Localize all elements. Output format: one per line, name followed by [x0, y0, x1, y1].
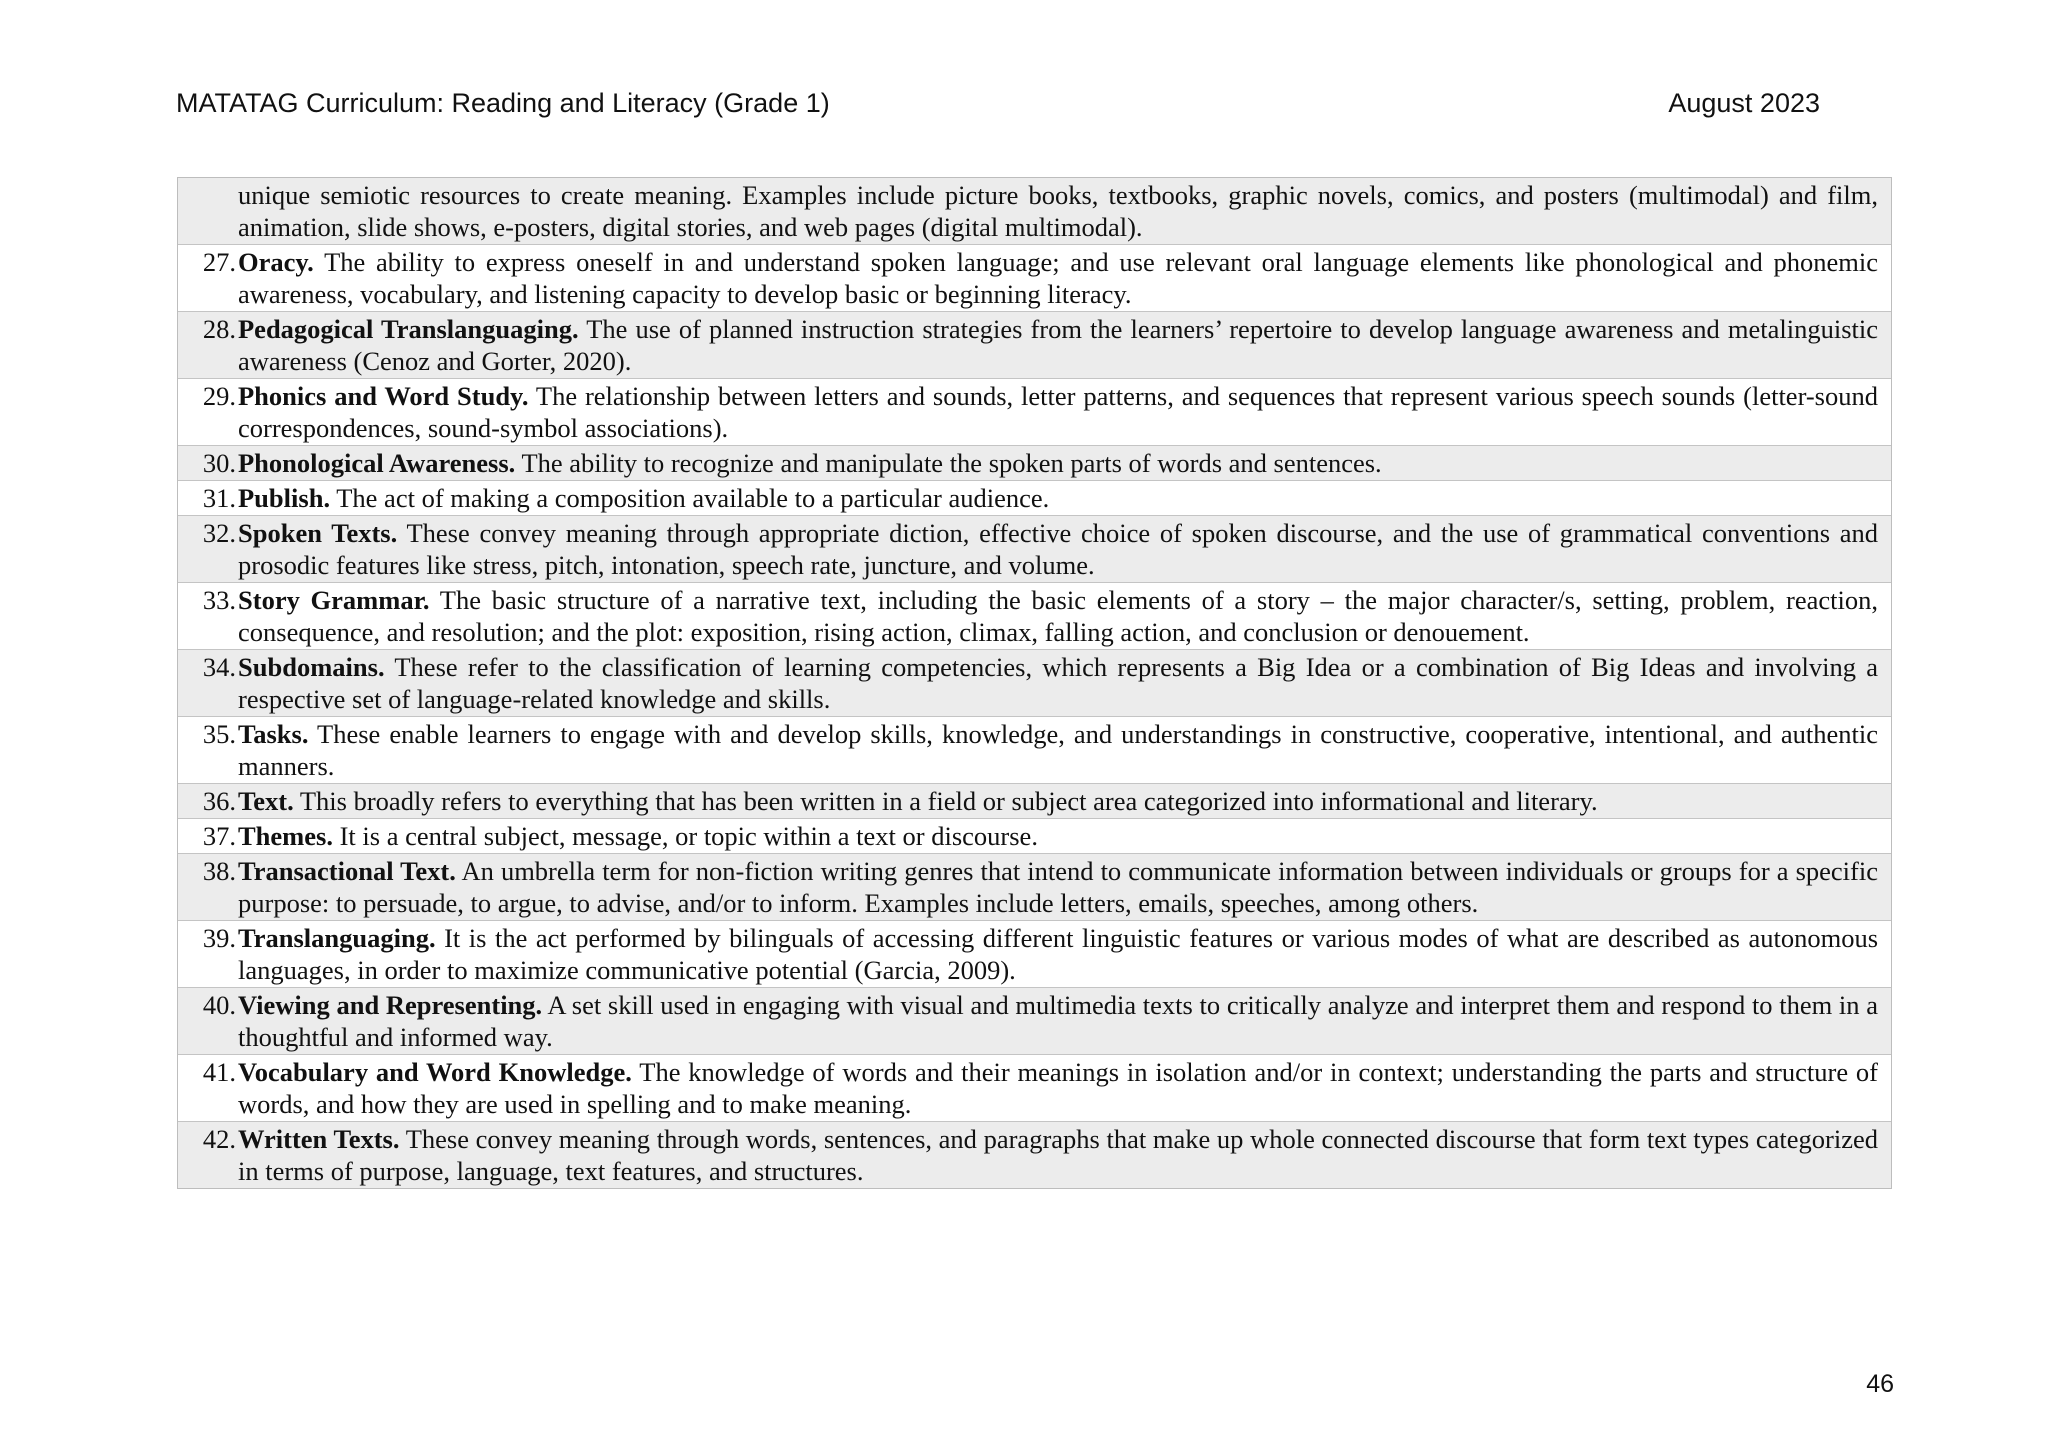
- glossary-row: [178, 921, 1891, 988]
- entry-definition: The act of making a composition available to a particular audience.: [336, 483, 1050, 513]
- entry-number: 30.: [202, 448, 236, 478]
- glossary-row: [178, 650, 1891, 717]
- entry-number: 37.: [202, 821, 236, 851]
- entry-definition: It is a central subject, message, or topic within a text or discourse.: [339, 821, 1038, 851]
- entry-number: [178, 179, 236, 243]
- glossary-row: [178, 819, 1891, 854]
- entry-definition: The ability to recognize and manipulate the spoken parts of words and sentences.: [521, 448, 1382, 478]
- entry-number: 31.: [202, 483, 236, 513]
- entry-definition: The use of planned instruction strategies from the learners’ repertoire to develop language awareness and metalinguistic awareness (Cenoz and Gorter, 2020).: [238, 314, 1878, 376]
- entry-number: 27.: [202, 247, 236, 277]
- entry-definition: These convey meaning through appropriate diction, effective choice of spoken discourse, and the use of grammatical conventions and prosodic features like stress, pitch, intonation, speech rate, juncture, and volume.: [238, 518, 1878, 580]
- glossary-row: [178, 379, 1891, 446]
- entry-term: Story Grammar.: [238, 585, 430, 615]
- entry-definition: The relationship between letters and sounds, letter patterns, and sequences that represent various speech sounds (letter-sound correspondences, sound-symbol associations).: [238, 381, 1878, 443]
- entry-number: 41.: [202, 1057, 236, 1087]
- entry-definition: It is the act performed by bilinguals of accessing different linguistic features or various modes of what are described as autonomous languages, in order to maximize communicative potential (Garcia, 2009).: [238, 923, 1879, 985]
- entry-term: Subdomains.: [238, 652, 385, 682]
- entry-definition: A set skill used in engaging with visual and multimedia texts to critically analyze and interpret them and respond to them in a thoughtful and informed way.: [238, 990, 1878, 1052]
- glossary-row: [178, 583, 1891, 650]
- entry-number: 29.: [202, 381, 236, 411]
- glossary-row: [178, 1055, 1891, 1122]
- glossary-row: [178, 1122, 1891, 1188]
- page-number: 46: [1866, 1370, 1894, 1398]
- glossary-table: [177, 177, 1892, 1189]
- entry-number: 33.: [202, 585, 236, 615]
- entry-number: 42.: [202, 1124, 236, 1154]
- glossary-row: [178, 854, 1891, 921]
- entry-definition: The basic structure of a narrative text, including the basic elements of a story – the major character/s, setting, problem, reaction, consequence, and resolution; and the plot: exposition, rising action, climax, falling action, and conclusion or denouement.: [238, 585, 1878, 647]
- entry-number: 40.: [202, 990, 236, 1020]
- glossary-row: [178, 245, 1891, 312]
- entry-number: 28.: [202, 314, 236, 344]
- entry-definition: The knowledge of words and their meanings in isolation and/or in context; understanding the parts and structure of words, and how they are used in spelling and to make meaning.: [238, 1057, 1878, 1119]
- entry-definition: unique semiotic resources to create meaning. Examples include picture books, textbooks, graphic novels, comics, and posters (multimodal) and film, animation, slide shows, e-posters, digital stories, and web pages (digital multimodal).: [238, 180, 1878, 242]
- entry-number: 36.: [202, 786, 236, 816]
- document-title: MATATAG Curriculum: Reading and Literacy (Grade 1): [176, 88, 830, 118]
- entry-definition: An umbrella term for non-fiction writing genres that intend to communicate information between individuals or groups for a specific purpose: to persuade, to argue, to advise, and/or to inform. Examples include letters, emails, speeches, among others.: [238, 856, 1878, 918]
- entry-term: Phonics and Word Study.: [238, 381, 529, 411]
- glossary-row: [178, 717, 1891, 784]
- entry-definition: This broadly refers to everything that has been written in a field or subject area categorized into informational and literary.: [299, 786, 1598, 816]
- entry-term: Spoken Texts.: [238, 518, 398, 548]
- glossary-row: [178, 312, 1891, 379]
- entry-definition: These enable learners to engage with and develop skills, knowledge, and understandings in constructive, cooperative, intentional, and authentic manners.: [238, 719, 1878, 781]
- entry-term: Oracy.: [238, 247, 314, 277]
- glossary-row: [178, 446, 1891, 481]
- entry-term: Publish.: [238, 483, 331, 513]
- entry-term: Vocabulary and Word Knowledge.: [238, 1057, 632, 1087]
- entry-term: Tasks.: [238, 719, 309, 749]
- glossary-row: [178, 988, 1891, 1055]
- entry-term: Pedagogical Translanguaging.: [238, 314, 579, 344]
- glossary-row: [178, 516, 1891, 583]
- glossary-continuation-row: [178, 178, 1891, 245]
- entry-term: Written Texts.: [238, 1124, 400, 1154]
- entry-term: Viewing and Representing.: [238, 990, 543, 1020]
- entry-term: Transactional Text.: [238, 856, 456, 886]
- entry-term: Translanguaging.: [238, 923, 436, 953]
- entry-term: Text.: [238, 786, 294, 816]
- entry-definition: These refer to the classification of learning competencies, which represents a Big Idea or a combination of Big Ideas and involving a respective set of language-related knowledge and skills.: [238, 652, 1878, 714]
- entry-number: 35.: [202, 719, 236, 749]
- entry-definition: The ability to express oneself in and understand spoken language; and use relevant oral language elements like phonological and phonemic awareness, vocabulary, and listening capacity to develop basic or beginning literacy.: [238, 247, 1878, 309]
- entry-term: Phonological Awareness.: [238, 448, 516, 478]
- glossary-row: [178, 481, 1891, 516]
- entry-definition: These convey meaning through words, sentences, and paragraphs that make up whole connected discourse that form text types categorized in terms of purpose, language, text features, and structures.: [238, 1124, 1878, 1186]
- entry-number: 38.: [202, 856, 236, 886]
- document-date: August 2023: [1668, 88, 1820, 118]
- entry-number: 34.: [202, 652, 236, 682]
- entry-number: 39.: [202, 923, 236, 953]
- glossary-row: [178, 784, 1891, 819]
- entry-number: 32.: [202, 518, 236, 548]
- entry-term: Themes.: [238, 821, 333, 851]
